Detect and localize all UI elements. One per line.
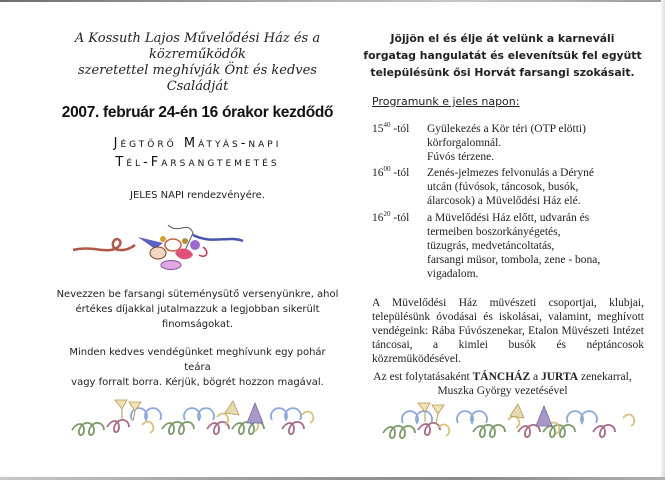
contest-line: értékes díjakkal jutalmazzuk a legjobban sikerült (75, 304, 320, 315)
schedule-time (372, 211, 409, 225)
program-title: Programunk e jeles napon: (372, 95, 520, 108)
closing-suffix: zenekarral, (578, 371, 632, 383)
intro-line: településünk ősi Horvát farsangi szokásait. (370, 66, 635, 79)
carnival-masks-ribbon-icon (63, 215, 248, 270)
party-streamers-garland-icon (378, 398, 643, 443)
closing-line-1 (350, 370, 655, 384)
contest-text (55, 287, 340, 332)
invite-line: szeretettel meghívják Önt és kedves (78, 63, 317, 78)
event-title-line-1: Jégtörő Mátyás-napi (113, 136, 282, 151)
participants-text (372, 296, 644, 366)
schedule-line: álarcosok) a Müvelődési Ház elé. (427, 195, 581, 207)
tanchaz-label: TÁNCHÁZ (472, 371, 531, 383)
time-hour: 16 (372, 167, 384, 179)
time-minute: 40 (383, 121, 391, 129)
schedule-line: a Müvelődési Ház előtt, udvarán és (427, 212, 590, 224)
scan-edge-right (661, 0, 665, 480)
event-title-line-2: Tél-Farsangtemetés (115, 155, 280, 170)
tea-line: vagy forralt borra. Kérjük, bögrét hozzon magával. (71, 377, 324, 388)
time-suffix: -tól (390, 123, 410, 135)
tea-line: Minden kedves vendégünket meghívunk egy pohár teára (69, 347, 326, 373)
contest-line: Nevezzen be farsangi süteménysütő versenyünkre, ahol (56, 289, 339, 300)
time-minute: 20 (383, 210, 391, 218)
band-name: JURTA (540, 371, 579, 383)
invite-text (55, 31, 340, 95)
closing-prefix: Az est folytatásaként (373, 371, 473, 383)
schedule-time (372, 166, 409, 180)
contest-line: finomságokat. (161, 319, 234, 330)
participants-line: vendégeink: Rába Fúvószenekar, Etalon Müvészeti Intézet (372, 325, 644, 337)
schedule-description (427, 211, 652, 281)
schedule-line: utcán (fúvósok, táncosok, busók, (427, 181, 579, 193)
schedule-line: termeiben boszorkányégetés, (427, 226, 561, 238)
invite-line: közreműködők (149, 47, 246, 62)
intro-text (350, 30, 655, 81)
participants-line: A Müvelődési Ház müvészeti csoportjai, klubjai, (372, 297, 644, 309)
event-suffix: JELES NAPI rendezvényére. (130, 190, 265, 201)
date-heading: 2007. február 24-én 16 órakor kezdődő (61, 104, 334, 121)
scan-edge-top (0, 0, 665, 2)
schedule-line: Gyülekezés a Kör téri (OTP elötti) (427, 123, 586, 135)
time-suffix: -tól (390, 167, 410, 179)
schedule-line: körforgalomnál. (427, 137, 502, 149)
closing-text (350, 370, 655, 398)
invite-line: A Kossuth Lajos Művelődési Ház és a (74, 31, 321, 46)
schedule-line: vigadalom. (427, 268, 479, 280)
schedule-line: farsangi müsor, tombola, zene - bona, (427, 254, 601, 266)
schedule-line: tüzugrás, medvetáncoltatás, (427, 240, 555, 252)
time-minute: 00 (383, 165, 391, 173)
schedule-line: Fúvós térzene. (427, 151, 495, 163)
time-hour: 15 (372, 123, 384, 135)
participants-line: közremüködésével. (372, 353, 462, 365)
intro-line: forgatag hangulatát és elevenítsük fel együtt (363, 49, 642, 62)
time-suffix: -tól (390, 212, 410, 224)
tea-text (55, 345, 340, 390)
party-streamers-garland-icon (67, 395, 332, 440)
schedule-line: Zenés-jelmezes felvonulás a Déryné (427, 167, 594, 179)
participants-line: településünk óvodásai és iskolásai, valamint, meghívott (372, 311, 644, 323)
invite-line: Családját (166, 79, 229, 94)
intro-line: Jöjjön el és élje át velünk a karneváli (390, 32, 615, 45)
schedule-time (372, 122, 409, 136)
closing-middle: a (530, 371, 541, 383)
time-hour: 16 (372, 212, 384, 224)
event-title (55, 134, 340, 172)
schedule-description (427, 122, 652, 164)
schedule-description (427, 166, 652, 208)
participants-line: táncosai, a kimlei busók és néptáncosok (372, 339, 644, 351)
closing-line-2: Muszka György vezetésével (437, 385, 568, 397)
